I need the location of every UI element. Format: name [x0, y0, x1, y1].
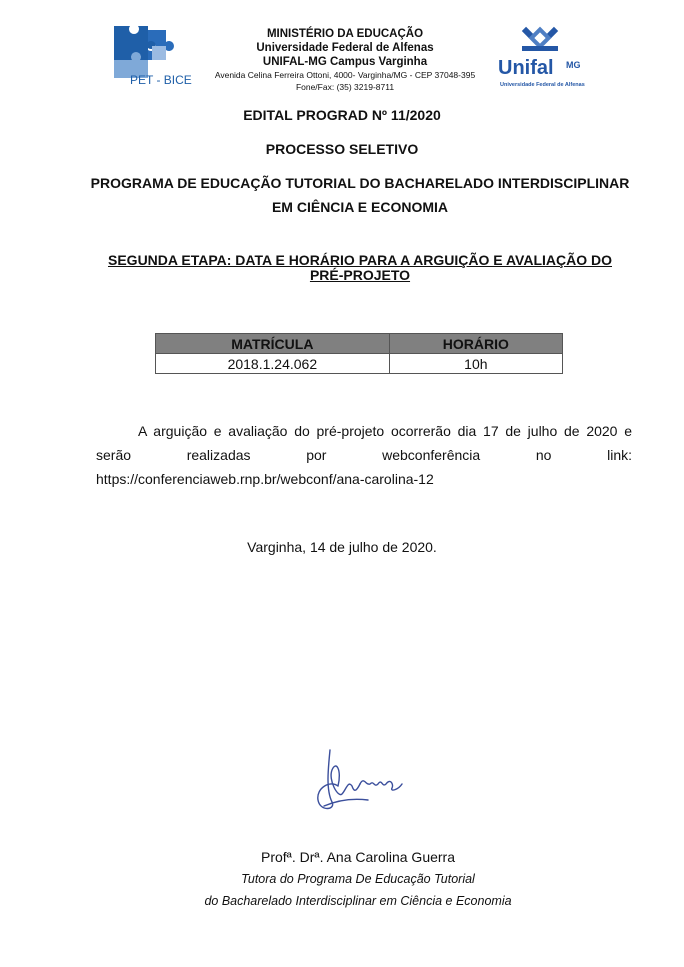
edital-number: EDITAL PROGRAD Nº 11/2020 [243, 107, 441, 123]
unifal-logo [494, 24, 586, 92]
institution-block [210, 27, 480, 93]
unifal-emblem-icon [522, 27, 558, 51]
body-paragraph: A arguição e avaliação do pré-projeto ocorrerão dia 17 de julho de 2020 e serão realizadas por webconferência no link: https://conferenciaweb.rnp.br/webconf/ana-carolina-12 [96, 423, 632, 487]
process-title: PROCESSO SELETIVO [265, 141, 419, 157]
campus-name: UNIFAL-MG Campus Varginha [262, 56, 428, 68]
ministry-name: MINISTÉRIO DA EDUCAÇÃO [266, 28, 424, 40]
unifal-logo-sub: Universidade Federal de Alfenas [500, 82, 585, 88]
program-title-line2: EM CIÊNCIA E ECONOMIA [271, 199, 449, 215]
stage-title [80, 253, 640, 283]
program-title [80, 171, 640, 219]
address: Avenida Celina Ferreira Ottoni, 4000- Varginha/MG - CEP 37048-395 [214, 70, 476, 80]
handwritten-signature [308, 740, 418, 822]
pet-logo-text: PET - BICE [130, 73, 192, 87]
puzzle-pieces-icon [114, 26, 174, 78]
university-name: Universidade Federal de Alfenas [256, 42, 434, 54]
cell-horario: 10h [389, 354, 562, 374]
cell-matricula: 2018.1.24.062 [156, 354, 390, 374]
pet-bice-logo [100, 22, 200, 88]
phone: Fone/Fax: (35) 3219-8711 [295, 82, 395, 92]
column-header-matricula: MATRÍCULA [156, 334, 390, 354]
table-row [156, 354, 563, 374]
letterhead [0, 0, 684, 100]
stage-title-line2: PRÉ-PROJETO [309, 267, 411, 283]
signer-name: Profª. Drª. Ana Carolina Guerra [261, 849, 455, 865]
unifal-logo-text: Unifal [498, 57, 554, 79]
signer-role-line1: Tutora do Programa De Educação Tutorial [241, 872, 475, 886]
stage-title-line1: SEGUNDA ETAPA: DATA E HORÁRIO PARA A ARGUIÇÃO E AVALIAÇÃO DO [108, 252, 612, 268]
schedule-table [155, 333, 563, 374]
column-header-horario: HORÁRIO [389, 334, 562, 354]
unifal-logo-sup: MG [566, 60, 581, 70]
signer-role-line2: do Bacharelado Interdisciplinar em Ciência e Economia [204, 894, 512, 908]
date-line: Varginha, 14 de julho de 2020. [247, 539, 437, 555]
table-header-row [156, 334, 563, 354]
program-title-line1: PROGRAMA DE EDUCAÇÃO TUTORIAL DO BACHARELADO INTERDISCIPLINAR [90, 175, 630, 191]
